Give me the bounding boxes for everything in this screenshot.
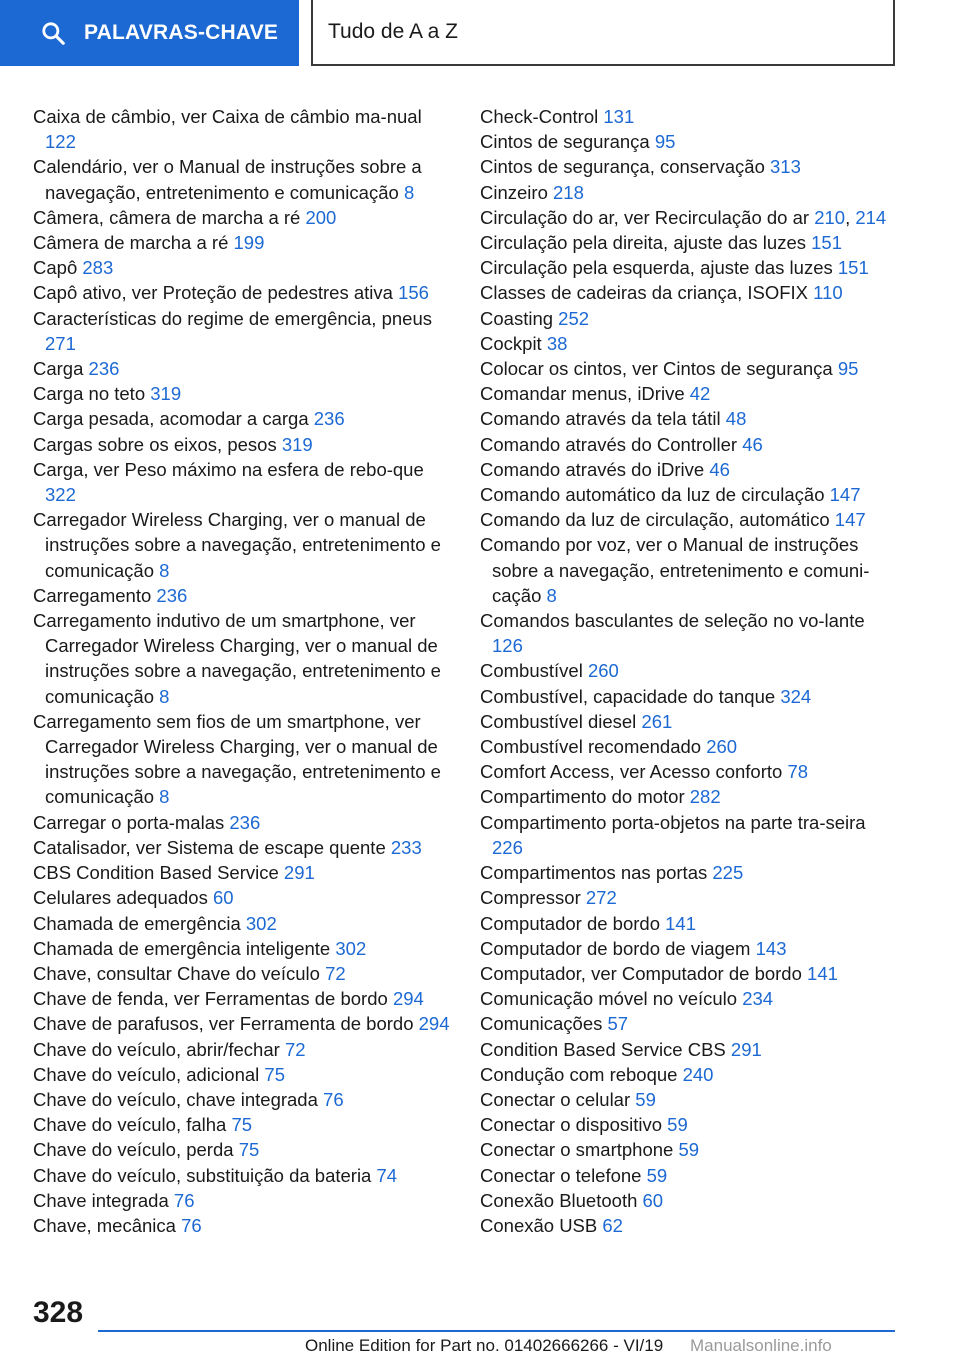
- index-entry: [480, 482, 900, 507]
- index-entry-text: Cintos de segurança, conservação: [480, 156, 765, 178]
- index-entry: [480, 1062, 900, 1087]
- index-entry: [480, 104, 900, 129]
- page-link[interactable]: 126: [492, 635, 523, 657]
- index-entry-text: Chave, consultar Chave do veículo: [33, 962, 320, 984]
- index-entry: [33, 230, 453, 255]
- page-link[interactable]: 210: [814, 206, 846, 228]
- index-entry: [33, 810, 453, 835]
- index-entry: [480, 709, 900, 734]
- index-entry: [33, 911, 453, 936]
- index-entry: [33, 608, 453, 709]
- index-entry: [33, 104, 453, 154]
- index-entry: [33, 457, 453, 507]
- page-link[interactable]: 236: [229, 811, 261, 833]
- index-entry: Circulação do ar, ver Recirculação do ar 210, 214: [480, 206, 887, 228]
- index-entry-text: Conectar o smartphone: [480, 1139, 674, 1161]
- page-link[interactable]: 48: [725, 408, 747, 430]
- index-entry: [33, 1062, 453, 1087]
- page-link[interactable]: 62: [602, 1214, 623, 1236]
- index-entry-text: Cockpit: [480, 332, 542, 354]
- page-link[interactable]: 260: [587, 660, 619, 682]
- index-entry: [480, 406, 900, 431]
- index-entry: [33, 306, 453, 356]
- index-entry-text: Comunicação móvel no veículo: [480, 988, 738, 1010]
- index-entry-text: Combustível, capacidade do tanque: [480, 685, 776, 707]
- index-entry: [480, 381, 900, 406]
- index-entry-text: Conectar o telefone: [480, 1164, 642, 1186]
- page-link[interactable]: 78: [787, 761, 809, 783]
- index-entry-text: Carregamento: [33, 584, 152, 606]
- index-entry: [480, 180, 900, 205]
- index-entry: [480, 1213, 900, 1238]
- page-link[interactable]: 322: [45, 484, 76, 506]
- index-entry: [33, 709, 453, 810]
- page-link[interactable]: 131: [603, 106, 635, 127]
- page-link[interactable]: 226: [492, 836, 523, 858]
- index-entry: [480, 457, 900, 482]
- index-entry-text: Chave de parafusos, ver Ferramenta de bordo: [33, 1013, 414, 1035]
- page-link[interactable]: 291: [730, 1038, 762, 1060]
- index-entry-text: Cinzeiro: [480, 181, 548, 203]
- page-link[interactable]: 151: [811, 232, 842, 254]
- index-entry: [33, 507, 453, 583]
- footer-divider: [98, 1330, 895, 1332]
- page-link[interactable]: 8: [159, 685, 170, 707]
- index-entry-text: Conexão Bluetooth: [480, 1189, 638, 1211]
- page-link[interactable]: 302: [335, 937, 367, 959]
- index-entry: [480, 1011, 900, 1036]
- page-link[interactable]: 240: [682, 1063, 714, 1085]
- index-entry: [480, 986, 900, 1011]
- index-entry: [480, 658, 900, 683]
- index-entry: [33, 583, 453, 608]
- index-entry: [33, 154, 453, 204]
- index-entry: [480, 1037, 900, 1062]
- page-link[interactable]: 218: [553, 181, 584, 203]
- index-entry: [33, 205, 453, 230]
- index-entry: [33, 986, 453, 1011]
- index-entry: [480, 860, 900, 885]
- chapter-title-text: Tudo de A a Z: [328, 20, 458, 43]
- page-link[interactable]: 260: [706, 736, 738, 758]
- index-column-left: [33, 104, 453, 1238]
- page-link[interactable]: 294: [418, 1013, 450, 1035]
- index-entry-text: Circulação do ar, ver Recirculação do ar: [480, 206, 810, 228]
- page-link[interactable]: 225: [712, 862, 744, 884]
- index-entry-text: Computador de bordo de viagem: [480, 937, 751, 959]
- index-entry: [33, 1163, 453, 1188]
- header-bar: [0, 0, 960, 66]
- index-entry-text: Computador de bordo: [480, 912, 660, 934]
- index-entry-text: Chave do veículo, adicional: [33, 1063, 260, 1085]
- index-entry-text: Conectar o dispositivo: [480, 1114, 663, 1136]
- page-link[interactable]: 214: [855, 206, 887, 228]
- index-entry-text: Condition Based Service CBS: [480, 1038, 726, 1060]
- index-entry: [33, 1188, 453, 1213]
- index-entry: [480, 885, 900, 910]
- page-link[interactable]: 147: [834, 509, 866, 531]
- keyword-search-tab[interactable]: [0, 0, 299, 66]
- index-entry-text: Comandar menus, iDrive: [480, 383, 685, 405]
- page-link[interactable]: 60: [642, 1189, 664, 1211]
- page-link[interactable]: 282: [689, 786, 721, 808]
- index-entry-text: Chave do veículo, chave integrada: [33, 1088, 318, 1110]
- page-link[interactable]: 234: [742, 988, 774, 1010]
- page-link[interactable]: 110: [813, 282, 843, 304]
- index-entry: [480, 507, 900, 532]
- index-entry-text: Combustível: [480, 660, 583, 682]
- index-entry: [33, 860, 453, 885]
- page-link[interactable]: 46: [742, 433, 763, 455]
- index-entry-text: Colocar os cintos, ver Cintos de segurança: [480, 358, 833, 380]
- index-entry-text: Catalisador, ver Sistema de escape quente: [33, 836, 386, 858]
- index-entry-text: Computador, ver Computador de bordo: [480, 962, 802, 984]
- page-link[interactable]: 236: [313, 408, 345, 430]
- index-entry: [480, 961, 900, 986]
- index-entry-text: Carregador Wireless Charging, ver o manual de instruções sobre a navegação, entretenimento e comunicação: [33, 509, 441, 581]
- index-entry: [480, 356, 900, 381]
- index-entry: [480, 1188, 900, 1213]
- page-link[interactable]: 302: [245, 912, 277, 934]
- page-link[interactable]: 141: [665, 912, 696, 934]
- watermark: Manualsonline.info: [690, 1336, 832, 1355]
- index-entry-text: Chamada de emergência inteligente: [33, 937, 331, 959]
- page-link[interactable]: 324: [780, 685, 812, 707]
- index-entry-text: Circulação pela direita, ajuste das luzes: [480, 232, 806, 254]
- index-entry-text: Características do regime de emergência, pneus: [33, 307, 432, 329]
- page-link[interactable]: 294: [392, 988, 424, 1010]
- page-link[interactable]: 313: [770, 156, 801, 178]
- index-entry-text: Comando através da tela tátil: [480, 408, 721, 430]
- index-entry: [33, 936, 453, 961]
- page-link[interactable]: 8: [546, 584, 557, 606]
- index-entry-text: Coasting: [480, 307, 554, 329]
- index-entry-text: Comando da luz de circulação, automático: [480, 509, 830, 531]
- index-entry-text: Chave, mecânica: [33, 1214, 176, 1236]
- index-entry: [480, 306, 900, 331]
- index-entry-text: Compartimentos nas portas: [480, 862, 708, 884]
- index-entry-text: Calendário, ver o Manual de instruções sobre a navegação, entretenimento e comunicação: [33, 156, 422, 203]
- index-entry: [480, 154, 900, 179]
- index-entry: [480, 1163, 900, 1188]
- index-entry-text: Compartimento do motor: [480, 786, 685, 808]
- index-entry-text: Chave do veículo, substituição da bateria: [33, 1164, 372, 1186]
- page-link[interactable]: 72: [284, 1038, 306, 1060]
- page-link[interactable]: 59: [646, 1164, 668, 1186]
- index-entry-text: Conectar o celular: [480, 1088, 631, 1110]
- page-link[interactable]: 75: [264, 1063, 285, 1085]
- index-entry: [33, 1011, 453, 1036]
- index-entry: [33, 1213, 453, 1238]
- index-entry-text: Carregamento indutivo de um smartphone, ver Carregador Wireless Charging, ver o manual de instruções sobre a navegação, entretenimento e comunicação: [33, 610, 441, 707]
- page-link[interactable]: 143: [755, 937, 787, 959]
- index-entry: [33, 961, 453, 986]
- index-entry-text: Chave do veículo, falha: [33, 1114, 227, 1136]
- page-link[interactable]: 200: [305, 206, 337, 228]
- page-link[interactable]: 156: [398, 282, 429, 304]
- index-entry: [33, 885, 453, 910]
- page-link[interactable]: 72: [325, 962, 346, 984]
- page-link[interactable]: 8: [159, 559, 170, 581]
- index-entry-text: Combustível recomendado: [480, 736, 702, 758]
- page-link[interactable]: 283: [82, 257, 114, 279]
- index-entry-text: Chave integrada: [33, 1189, 169, 1211]
- index-entry: [480, 810, 900, 860]
- index-entry-text: Câmera, câmera de marcha a ré: [33, 206, 301, 228]
- page-link[interactable]: 76: [323, 1088, 344, 1110]
- index-entry-text: Combustível diesel: [480, 710, 637, 732]
- page-link[interactable]: 236: [88, 358, 120, 380]
- index-entry: [480, 1137, 900, 1162]
- page-link[interactable]: 199: [233, 232, 265, 254]
- page-link[interactable]: 261: [641, 710, 673, 732]
- page-link[interactable]: 233: [390, 836, 422, 858]
- page-link[interactable]: 151: [837, 257, 869, 279]
- index-entry-text: Capô ativo, ver Proteção de pedestres ativa: [33, 282, 393, 304]
- index-entry: [480, 432, 900, 457]
- index-entry-text: Carga no teto: [33, 383, 146, 405]
- page-link[interactable]: 291: [283, 862, 315, 884]
- index-entry-text: Chave do veículo, abrir/fechar: [33, 1038, 280, 1060]
- index-entry-text: Comfort Access, ver Acesso conforto: [480, 761, 783, 783]
- page-link[interactable]: 8: [403, 181, 415, 203]
- index-entry-text: Condução com reboque: [480, 1063, 678, 1085]
- page-link[interactable]: 74: [376, 1164, 398, 1186]
- index-entry-text: Capô: [33, 257, 78, 279]
- index-entry: [480, 532, 900, 608]
- index-entry: [33, 356, 453, 381]
- page-link[interactable]: 272: [585, 887, 617, 909]
- index-entry-text: Chamada de emergência: [33, 912, 241, 934]
- index-entry-text: Check-Control: [480, 106, 599, 127]
- index-entry: [480, 1087, 900, 1112]
- index-entry: [33, 1137, 453, 1162]
- index-entry: [480, 230, 900, 255]
- index-entry: [480, 936, 900, 961]
- page-link[interactable]: 60: [213, 887, 234, 909]
- page-link[interactable]: 38: [546, 332, 568, 354]
- index-entry-text: Comando automático da luz de circulação: [480, 484, 825, 506]
- edition-text: Online Edition for Part no. 01402666266 - VI/19: [305, 1336, 664, 1355]
- page-link[interactable]: 59: [635, 1088, 656, 1110]
- page-link[interactable]: 236: [156, 584, 188, 606]
- page-link[interactable]: 57: [607, 1013, 629, 1035]
- page-link[interactable]: 319: [281, 433, 313, 455]
- page-link[interactable]: 46: [709, 458, 730, 480]
- page-link[interactable]: 141: [807, 962, 838, 984]
- index-entry: [33, 280, 453, 305]
- index-entry-text: Câmera de marcha a ré: [33, 232, 229, 254]
- index-entry-text: Carga: [33, 358, 84, 380]
- index-entry-text: Conexão USB: [480, 1214, 598, 1236]
- index-entry-text: Chave do veículo, perda: [33, 1139, 234, 1161]
- index-entry-text: Circulação pela esquerda, ajuste das luzes: [480, 257, 833, 279]
- index-entry-text: Comando através do iDrive: [480, 458, 705, 480]
- index-entry-text: Classes de cadeiras da criança, ISOFIX: [480, 282, 809, 304]
- index-entry: [480, 280, 900, 305]
- index-entry-text: Carregamento sem fios de um smartphone, ver Carregador Wireless Charging, ver o manual de instruções sobre a navegação, entretenimento e comunicação: [33, 710, 441, 808]
- keyword-tab-label: PALAVRAS-CHAVE: [84, 21, 279, 44]
- index-entry: [480, 911, 900, 936]
- page-link[interactable]: 76: [173, 1189, 195, 1211]
- index-entry: [480, 255, 900, 280]
- index-entry-text: Comando através do Controller: [480, 433, 738, 455]
- chapter-title: [311, 0, 895, 66]
- index-entry-text: Cargas sobre os eixos, pesos: [33, 433, 277, 455]
- index-entry: [33, 255, 453, 280]
- page-link[interactable]: 319: [150, 383, 182, 405]
- index-entry: [33, 432, 453, 457]
- page-link[interactable]: 147: [829, 484, 861, 506]
- index-entry: [480, 331, 900, 356]
- index-column-right: [480, 104, 900, 1238]
- index-entry-text: Cintos de segurança: [480, 131, 650, 153]
- index-entry-text: Celulares adequados: [33, 887, 208, 909]
- index-entry-text: Compressor: [480, 887, 581, 909]
- index-entry-text: Comunicações: [480, 1013, 603, 1035]
- page-link[interactable]: 8: [159, 786, 170, 808]
- page-link[interactable]: 75: [231, 1114, 253, 1136]
- index-entry-text: Caixa de câmbio, ver Caixa de câmbio ma-nual: [33, 106, 422, 127]
- page-link[interactable]: 75: [238, 1139, 260, 1161]
- index-entry-text: CBS Condition Based Service: [33, 862, 279, 884]
- index-entry-text: Comando por voz, ver o Manual de instruções sobre a navegação, entretenimento e comuni-cação: [480, 534, 870, 606]
- page-link[interactable]: 76: [181, 1214, 202, 1236]
- index-entry: [33, 406, 453, 431]
- index-entry-text: Carregar o porta-malas: [33, 811, 225, 833]
- index-entry: [33, 381, 453, 406]
- index-entry: [33, 1037, 453, 1062]
- page-link[interactable]: 122: [45, 131, 76, 153]
- index-entry-text: Compartimento porta-objetos na parte tra-seira: [480, 811, 866, 833]
- index-entry-text: Carga, ver Peso máximo na esfera de rebo-que: [33, 458, 424, 480]
- page-link[interactable]: 59: [678, 1139, 700, 1161]
- index-entry: [33, 1087, 453, 1112]
- index-entry: [480, 608, 900, 658]
- page-link[interactable]: 59: [667, 1114, 688, 1136]
- index-entry-text: Carga pesada, acomodar a carga: [33, 408, 309, 430]
- page-link[interactable]: 271: [45, 332, 76, 354]
- index-entry: [480, 684, 900, 709]
- index-entry-text: Chave de fenda, ver Ferramentas de bordo: [33, 988, 388, 1010]
- index-entry-text: Comandos basculantes de seleção no vo-lante: [480, 610, 865, 632]
- page-link[interactable]: 42: [689, 383, 711, 405]
- page-link[interactable]: 95: [837, 358, 859, 380]
- index-entry: [480, 734, 900, 759]
- page-number: 328: [33, 1296, 84, 1329]
- search-icon: [40, 20, 66, 46]
- index-entry: [33, 835, 453, 860]
- index-entry: [480, 784, 900, 809]
- index-entry: [33, 1112, 453, 1137]
- index-entry: [480, 1112, 900, 1137]
- page-link[interactable]: 252: [558, 307, 590, 329]
- index-entry: [480, 759, 900, 784]
- index-entry: [480, 129, 900, 154]
- page-link[interactable]: 95: [654, 131, 676, 153]
